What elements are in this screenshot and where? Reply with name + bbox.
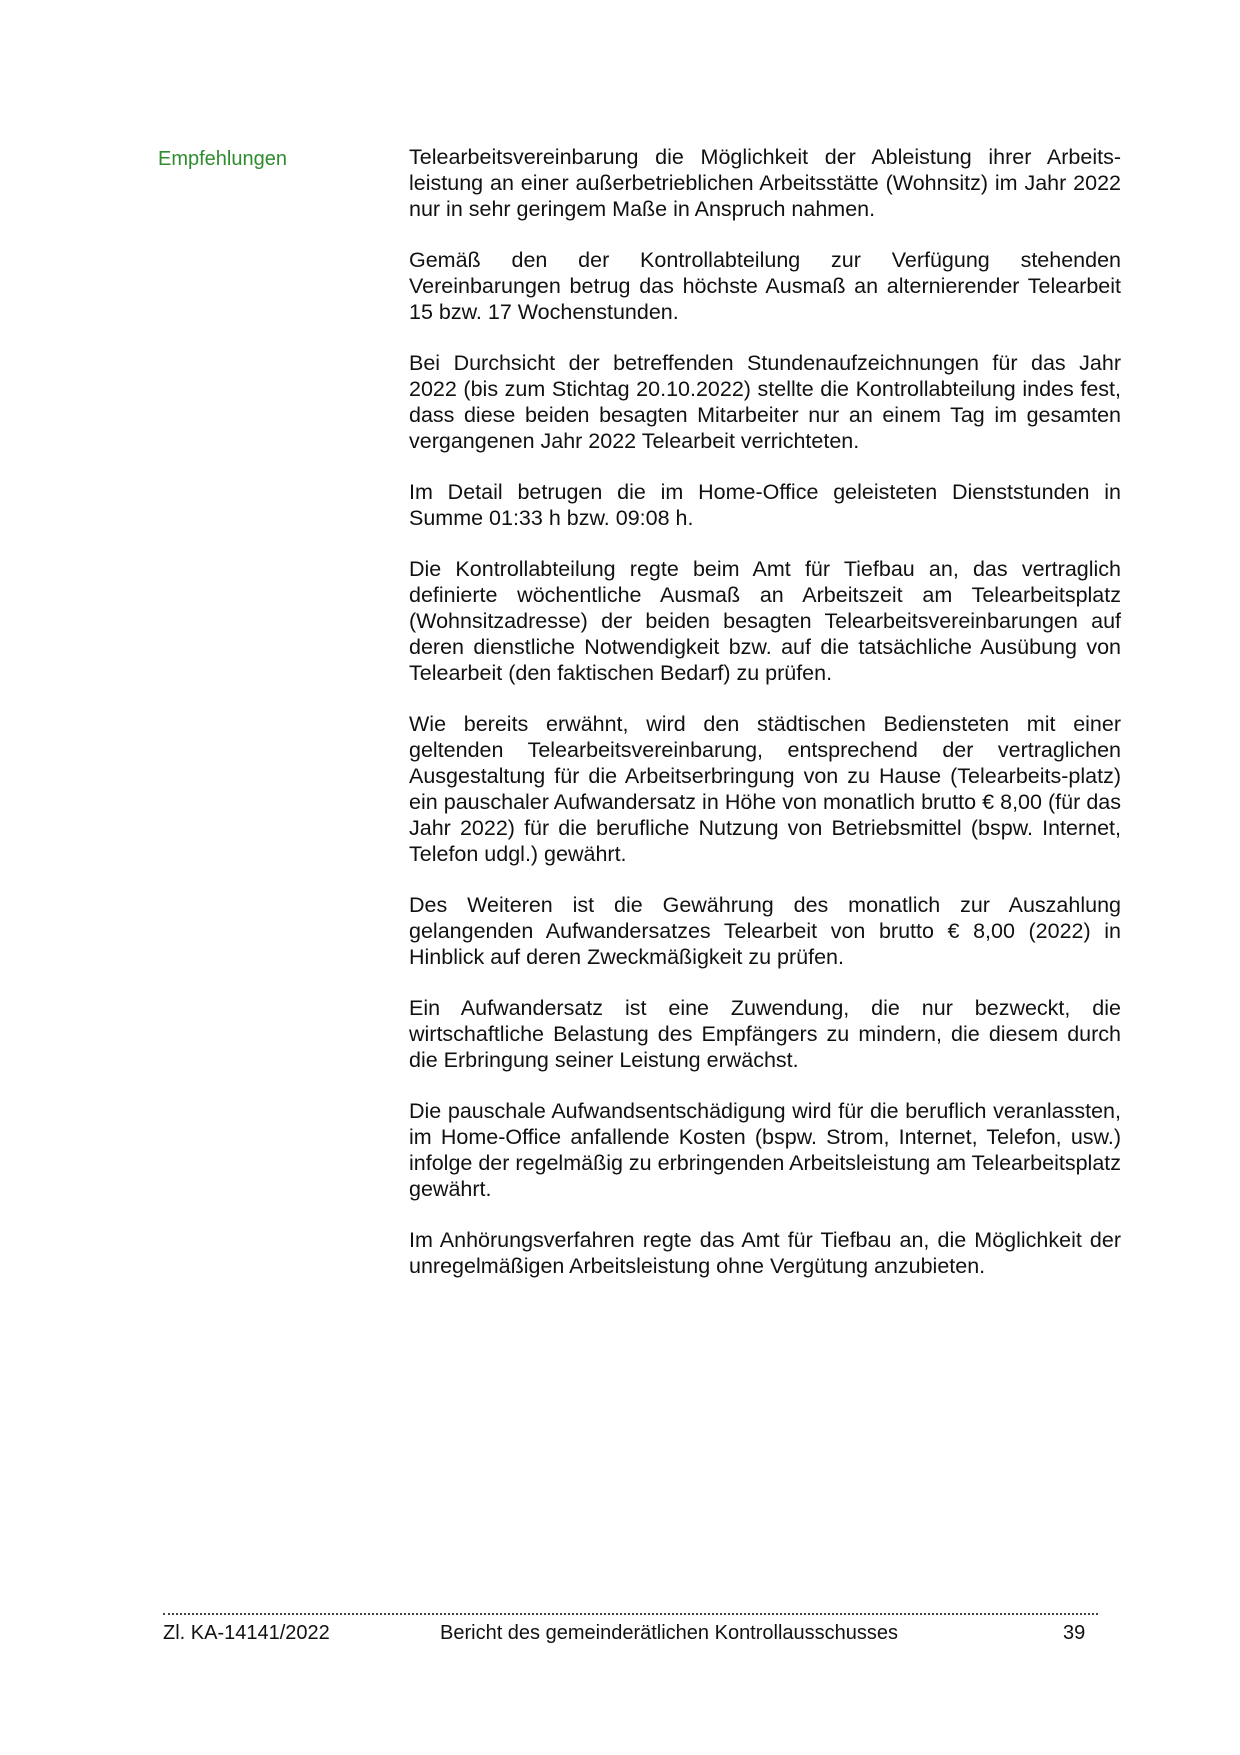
- paragraph-2: Gemäß den der Kontrollabteilung zur Verfügung stehenden Vereinbarungen betrug das höchste Ausmaß an alternierender Telearbeit 15 bzw. 17 Wochenstunden.: [409, 248, 1121, 324]
- footer-reference: Zl. KA-14141/2022: [163, 1622, 330, 1644]
- page-footer: [163, 1620, 1098, 1648]
- paragraph-7: Des Weiteren ist die Gewährung des monatlich zur Auszahlung gelangenden Aufwandersatzes Telearbeit von brutto € 8,00 (2022) in Hinblick auf deren Zweckmäßigkeit zu prüfen.: [409, 893, 1121, 969]
- paragraph-10: Im Anhörungsverfahren regte das Amt für Tiefbau an, die Möglichkeit der unregelmäßigen Arbeitsleistung ohne Vergütung anzubieten.: [409, 1228, 1121, 1278]
- paragraph-1: Telearbeitsvereinbarung die Möglichkeit der Ableistung ihrer Arbeits-leistung an einer außerbetrieblichen Arbeitsstätte (Wohnsitz) im Jahr 2022 nur in sehr geringem Maße in Anspruch nahmen.: [409, 145, 1121, 221]
- paragraph-6: Wie bereits erwähnt, wird den städtischen Bediensteten mit einer geltenden Telearbeitsvereinbarung, entsprechend der vertraglichen Ausgestaltung für die Arbeitserbringung von zu Hause (Telearbeits-platz) ein pauschaler Aufwandersatz in Höhe von monatlich brutto € 8,00 (für das Jahr 2022) für die berufliche Nutzung von Betriebsmittel (bspw. Internet, Telefon udgl.) gewährt.: [409, 712, 1121, 866]
- paragraph-4: Im Detail betrugen die im Home-Office geleisteten Dienststunden in Summe 01:33 h bzw. 09:08 h.: [409, 480, 1121, 530]
- paragraph-8: Ein Aufwandersatz ist eine Zuwendung, die nur bezweckt, die wirtschaftliche Belastung des Empfängers zu mindern, die diesem durch die Erbringung seiner Leistung erwächst.: [409, 996, 1121, 1072]
- paragraph-9: Die pauschale Aufwandsentschädigung wird für die beruflich veranlassten, im Home-Office anfallende Kosten (bspw. Strom, Internet, Telefon, usw.) infolge der regelmäßig zu erbringenden Arbeitsleistung am Telearbeitsplatz gewährt.: [409, 1099, 1121, 1201]
- paragraph-5: Die Kontrollabteilung regte beim Amt für Tiefbau an, das vertraglich definierte wöchentliche Ausmaß an Arbeitszeit am Telearbeitsplatz (Wohnsitzadresse) der beiden besagten Telearbeitsvereinbarungen auf deren dienstliche Notwendigkeit bzw. auf die tatsächliche Ausübung von Telearbeit (den faktischen Bedarf) zu prüfen.: [409, 557, 1121, 685]
- paragraph-3: Bei Durchsicht der betreffenden Stundenaufzeichnungen für das Jahr 2022 (bis zum Stichtag 20.10.2022) stellte die Kontrollabteilung indes fest, dass diese beiden besagten Mitarbeiter nur an einem Tag im gesamten vergangenen Jahr 2022 Telearbeit verrichteten.: [409, 351, 1121, 453]
- body-text-column: [409, 144, 1121, 1304]
- page-number: 39: [1063, 1622, 1086, 1644]
- footer-divider: [163, 1613, 1098, 1615]
- margin-heading-empfehlungen: Empfehlungen: [158, 148, 287, 170]
- footer-title: Bericht des gemeinderätlichen Kontrollausschusses: [440, 1622, 899, 1644]
